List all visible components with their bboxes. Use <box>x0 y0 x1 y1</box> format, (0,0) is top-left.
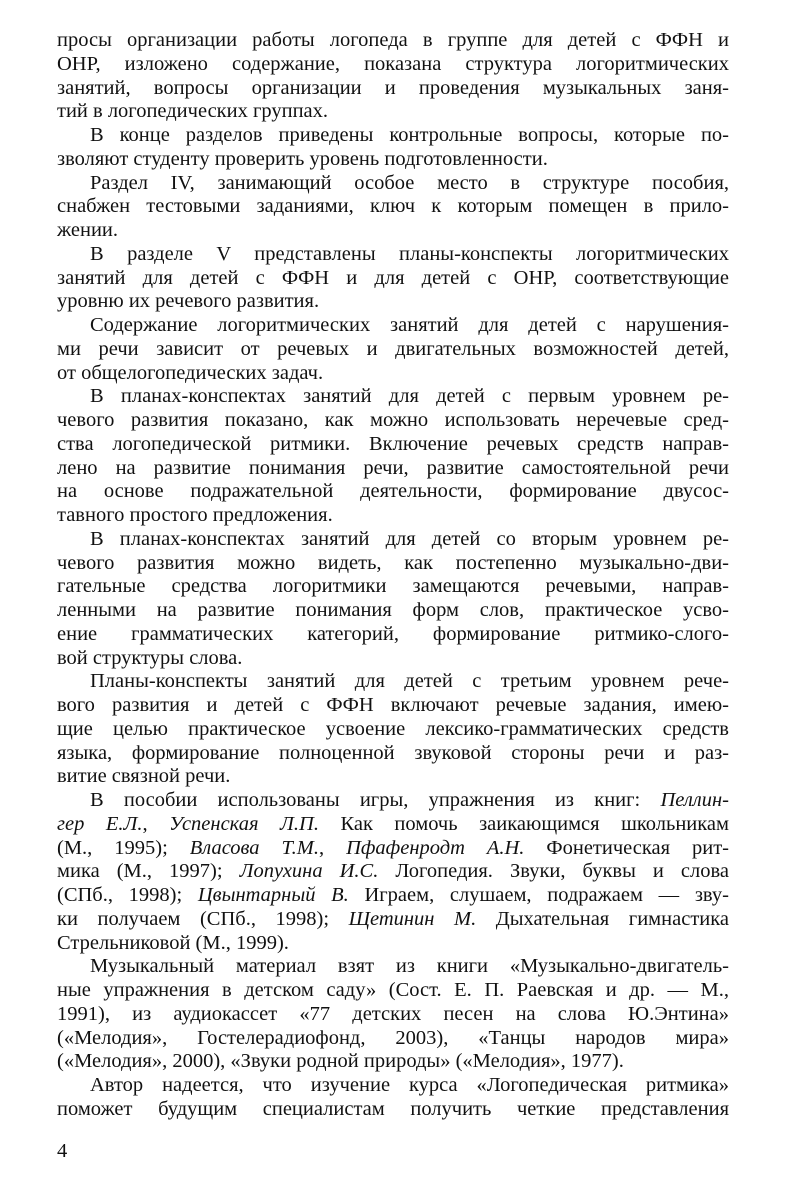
paragraph <box>57 314 729 385</box>
text-segment: (СПб., 1998); <box>57 884 198 906</box>
italic-author-name: Успенская Л.П. <box>169 812 319 835</box>
text-line <box>57 29 729 53</box>
text-segment: тавного простого предложения. <box>57 504 333 526</box>
text-segment: занятий для детей с ФФН и для детей с ОНР, соответствующие <box>57 266 729 289</box>
text-line <box>57 480 729 504</box>
italic-author-name: Пфафенродт А.Н. <box>346 836 525 859</box>
text-line <box>57 623 729 647</box>
paragraph <box>57 172 729 243</box>
text-line <box>57 860 729 884</box>
text-line <box>57 647 729 671</box>
text-line <box>57 338 729 362</box>
text-segment: В планах-конспектах занятий для детей с первым уровнем ре- <box>90 385 729 408</box>
text-line <box>57 718 729 742</box>
text-line <box>57 100 729 124</box>
text-line <box>57 362 729 386</box>
text-line <box>57 955 729 979</box>
paragraph <box>57 29 729 124</box>
paragraph <box>57 955 729 1074</box>
text-segment: ленными на развитие понимания форм слов, практическое усво- <box>57 599 729 621</box>
text-segment: от общелогопедических задач. <box>57 361 324 384</box>
text-line <box>57 837 729 861</box>
text-segment: Содержание логоритмических занятий для детей с нарушения- <box>90 314 729 336</box>
page-body <box>57 29 729 1122</box>
text-line <box>57 528 729 552</box>
paragraph <box>57 385 729 528</box>
text-line <box>57 670 729 694</box>
text-segment: лено на развитие понимания речи, развитие самостоятельной речи <box>57 456 729 479</box>
text-line <box>57 1003 729 1027</box>
text-segment: ки получаем (СПб., 1998); <box>57 907 349 930</box>
text-segment: щие целью практическое усвоение лексико-грамматических средств <box>57 717 729 740</box>
text-line <box>57 765 729 789</box>
paragraph <box>57 528 729 671</box>
text-segment: Стрельниковой (М., 1999). <box>57 931 289 954</box>
text-line <box>57 124 729 148</box>
paragraph <box>57 1074 729 1122</box>
text-segment: («Мелодия», 2000), «Звуки родной природы» («Мелодия», 1977). <box>57 1050 624 1073</box>
italic-author-name: Лопухина И.С. <box>239 860 379 883</box>
text-segment: Музыкальный материал взят из книги «Музыкально-двигатель- <box>90 955 729 978</box>
text-line <box>57 314 729 338</box>
text-segment: Как помочь заикающимся школьникам <box>318 812 729 835</box>
text-segment: вой структуры слова. <box>57 646 243 669</box>
paragraph <box>57 124 729 172</box>
text-segment: , <box>318 836 347 859</box>
italic-author-name: Власова Т.М. <box>189 836 319 859</box>
text-line <box>57 385 729 409</box>
text-segment: Фонетическая рит- <box>524 836 730 859</box>
text-segment: Играем, слушаем, подражаем — зву- <box>348 884 729 906</box>
text-segment: В планах-конспектах занятий для детей со вторым уровнем ре- <box>90 527 729 550</box>
text-segment: ства логопедической ритмики. Включение речевых средств направ- <box>57 432 729 455</box>
text-line <box>57 504 729 528</box>
text-line <box>57 1027 729 1051</box>
text-line <box>57 172 729 196</box>
text-line <box>57 148 729 172</box>
text-line <box>57 409 729 433</box>
text-line <box>57 908 729 932</box>
text-line <box>57 53 729 77</box>
text-segment: В пособии использованы игры, упражнения из книг: <box>90 789 661 811</box>
paragraph <box>57 670 729 789</box>
text-segment: чевого развития можно видеть, как постепенно музыкально-дви- <box>57 551 729 574</box>
text-line <box>57 789 729 813</box>
text-line <box>57 813 729 837</box>
text-segment: чевого развития показано, как можно использовать неречевые сред- <box>57 409 729 431</box>
text-line <box>57 979 729 1003</box>
text-segment: ОНР, изложено содержание, показана структура логоритмических <box>57 52 729 75</box>
text-line <box>57 267 729 291</box>
text-segment: зволяют студенту проверить уровень подготовленности. <box>57 147 548 170</box>
text-segment: Дыхательная гимнастика <box>476 907 729 930</box>
text-segment: гательные средства логоритмики замещаются речевыми, направ- <box>57 575 729 598</box>
text-segment: В разделе V представлены планы-конспекты логоритмических <box>90 242 729 265</box>
text-segment: жении. <box>57 219 119 241</box>
text-line <box>57 457 729 481</box>
text-line <box>57 932 729 956</box>
text-line <box>57 77 729 101</box>
text-line <box>57 1050 729 1074</box>
paragraph <box>57 789 729 955</box>
text-segment: В конце разделов приведены контрольные вопросы, которые по- <box>90 124 729 146</box>
text-segment: Автор надеется, что изучение курса «Логопедическая ритмика» <box>90 1074 729 1096</box>
text-line <box>57 884 729 908</box>
text-segment: , <box>142 812 170 835</box>
text-segment: Раздел IV, занимающий особое место в структуре пособия, <box>90 171 729 194</box>
text-segment: 1991), из аудиокассет «77 детских песен на слова Ю.Энтина» <box>57 1002 729 1025</box>
italic-author-name: Пеллин- <box>660 789 729 811</box>
italic-author-name: гер Е.Л. <box>57 812 143 835</box>
text-line <box>57 219 729 243</box>
text-segment: ные упражнения в детском саду» (Сост. Е. П. Раевская и др. — М., <box>57 979 729 1001</box>
text-segment: Логопедия. Звуки, буквы и слова <box>378 860 729 883</box>
page-number: 4 <box>57 1140 68 1162</box>
italic-author-name: Цвынтарный В. <box>197 884 349 906</box>
text-line <box>57 694 729 718</box>
text-segment: снабжен тестовыми заданиями, ключ к которым помещен в прило- <box>57 195 729 218</box>
text-segment: ми речи зависит от речевых и двигательных возможностей детей, <box>57 337 729 360</box>
text-line <box>57 575 729 599</box>
text-segment: уровню их речевого развития. <box>57 290 320 313</box>
paragraph <box>57 243 729 314</box>
text-line <box>57 195 729 219</box>
text-segment: Планы-конспекты занятий для детей с третьим уровнем рече- <box>90 670 729 693</box>
text-line <box>57 1098 729 1122</box>
text-line <box>57 742 729 766</box>
text-segment: вого развития и детей с ФФН включают речевые задания, имею- <box>57 694 729 716</box>
text-segment: («Мелодия», Гостелерадиофонд, 2003), «Танцы народов мира» <box>57 1026 729 1049</box>
text-segment: (М., 1995); <box>57 836 190 859</box>
text-line <box>57 290 729 314</box>
text-segment: мика (М., 1997); <box>57 860 240 883</box>
text-segment: тий в логопедических группах. <box>57 100 329 123</box>
text-segment: языка, формирование полноценной звуковой стороны речи и раз- <box>57 741 729 764</box>
text-line <box>57 1074 729 1098</box>
italic-author-name: Щетинин М. <box>348 907 477 930</box>
text-line <box>57 552 729 576</box>
text-line <box>57 243 729 267</box>
text-segment: поможет будущим специалистам получить четкие представления <box>57 1097 729 1120</box>
text-segment: занятий, вопросы организации и проведения музыкальных заня- <box>57 76 729 99</box>
text-line <box>57 433 729 457</box>
text-segment: на основе подражательной деятельности, формирование двусос- <box>57 480 729 503</box>
text-line <box>57 599 729 623</box>
text-segment: ение грамматических категорий, формирование ритмико-слого- <box>57 622 729 645</box>
text-segment: витие связной речи. <box>57 765 231 788</box>
text-segment: просы организации работы логопеда в группе для детей с ФФН и <box>57 29 729 51</box>
